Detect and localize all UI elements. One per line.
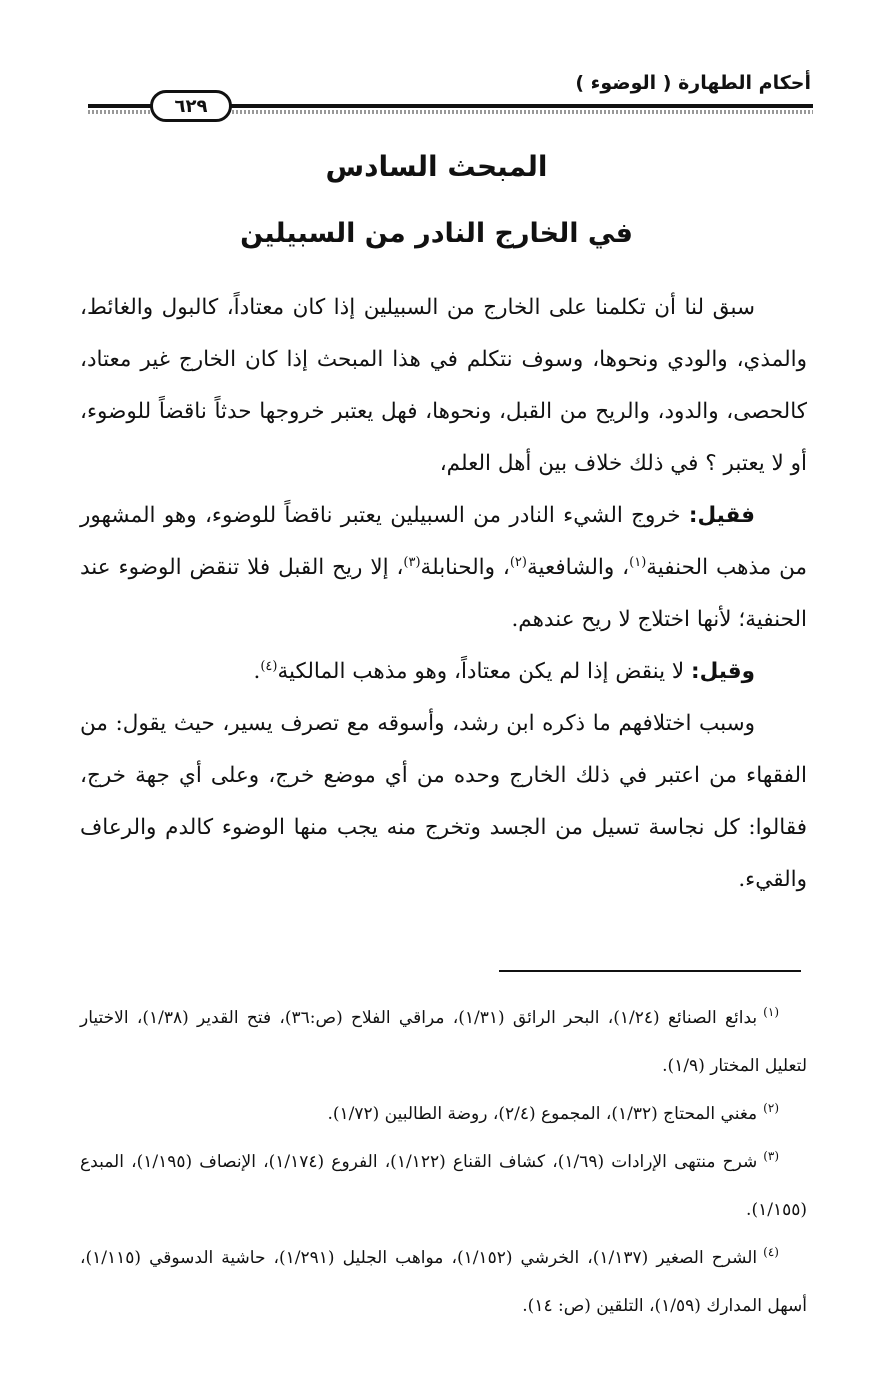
paragraph-2: [80, 490, 807, 646]
footnote-ref-2: (٢): [509, 554, 527, 570]
paragraph-2-text-c: ، والحنابلة: [420, 555, 510, 580]
paragraph-2-lead: فقيل:: [688, 503, 755, 528]
paragraph-2-text-b: ، والشافعية: [526, 555, 630, 580]
footnote-text: الشرح الصغير (١/١٣٧)، الخرشي (١/١٥٢)، مواهب الجليل (١/٢٩١)، حاشية الدسوقي (١/١١٥)، أسهل المدارك (١/٥٩)، التلقين (ص: ١٤).: [80, 1248, 807, 1316]
footnote-ref-4: (٤): [260, 658, 278, 674]
footnote-number: (٣): [763, 1149, 780, 1164]
paragraph-3-lead: وقيل:: [690, 659, 755, 684]
section-subtitle: في الخارج النادر من السبيلين: [240, 218, 633, 249]
footnotes: [80, 994, 807, 1330]
footnote-ref-3: (٣): [403, 554, 421, 570]
running-title: أحكام الطهارة ( الوضوء ): [575, 72, 811, 94]
footnote-1: [80, 994, 807, 1090]
footnote-text: مغني المحتاج (١/٣٢)، المجموع (٢/٤)، روضة الطالبين (١/٧٢).: [327, 1104, 758, 1124]
paragraph-3-text-b: .: [253, 659, 261, 684]
paragraph-2-text-d: ، إلا ريح القبل فلا تنقض الوضوء عند الحنفية؛ لأنها اختلاج لا ريح عندهم.: [80, 555, 807, 632]
paragraph-3: [80, 646, 807, 698]
paragraph-3-text-a: لا ينقض إذا لم يكن معتاداً، وهو مذهب المالكية: [277, 659, 691, 684]
footnote-3: [80, 1138, 807, 1234]
footnote-4: [80, 1234, 807, 1330]
footnote-text: بدائع الصنائع (١/٢٤)، البحر الرائق (١/٣١)، مراقي الفلاح (ص:٣٦)، فتح القدير (١/٣٨)، الاختيار لتعليل المختار (١/٩).: [80, 1008, 807, 1076]
footnote-number: (٢): [763, 1101, 779, 1116]
footnote-separator: [499, 970, 801, 972]
page-number: ٦٢٩: [150, 90, 232, 122]
footnote-number: (١): [763, 1005, 779, 1020]
footnote-2: [80, 1090, 807, 1138]
paragraph-2-text-a: خروج الشيء النادر من السبيلين يعتبر ناقضاً للوضوء، وهو المشهور من مذهب الحنفية: [80, 503, 807, 580]
section-title: المبحث السادس: [325, 150, 548, 183]
paragraph-4: وسبب اختلافهم ما ذكره ابن رشد، وأسوقه مع تصرف يسير، حيث يقول: من الفقهاء من اعتبر في ذلك الخارج وحده من أي موضع خرج، وعلى أي جهة خرج، فقالوا: كل نجاسة تسيل من الجسد وتخرج منه يجب منها الوضوء كالدم والرعاف والقيء.: [80, 711, 807, 892]
footnote-number: (٤): [763, 1245, 779, 1260]
paragraph-1: سبق لنا أن تكلمنا على الخارج من السبيلين إذا كان معتاداً، كالبول والغائط، والمذي، والودي ونحوها، وسوف نتكلم في هذا المبحث إذا كان الخارج غير معتاد، كالحصى، والدود، والريح من القبل، ونحوها، فهل يعتبر خروجها حدثاً ناقضاً للوضوء، أو لا يعتبر ؟ في ذلك خلاف بين أهل العلم،: [80, 295, 807, 476]
body-text: [80, 282, 807, 906]
footnote-ref-1: (١): [629, 554, 647, 570]
footnote-text: شرح منتهى الإرادات (١/٦٩)، كشاف القناع (١/١٢٢)، الفروع (١/١٧٤)، الإنصاف (١/١٩٥)، المبدع (١/١٥٥).: [80, 1152, 807, 1220]
